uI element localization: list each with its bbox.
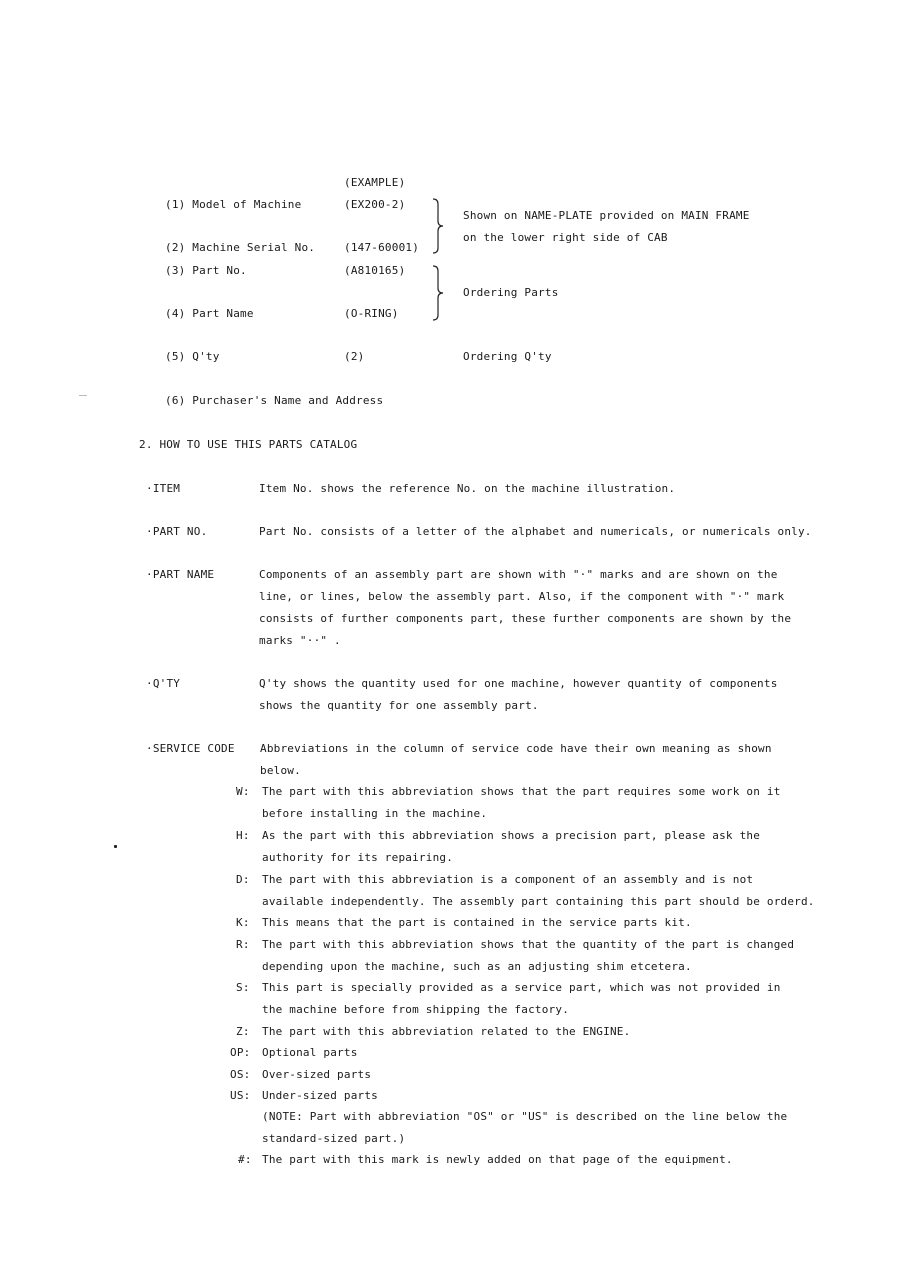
order-item-label: (3) Part No. — [165, 264, 247, 277]
term-description: Item No. shows the reference No. on the machine illustration. — [259, 482, 676, 495]
service-code-description: Optional parts — [262, 1046, 358, 1059]
service-code-description: The part with this abbreviation shows that the quantity of the part is changed — [262, 938, 795, 951]
service-code-description: This means that the part is contained in the service parts kit. — [262, 916, 692, 929]
scan-speck — [114, 845, 117, 848]
order-item-example: (2) — [344, 350, 365, 363]
order-item-label: (1) Model of Machine — [165, 198, 302, 211]
nameplate-note: on the lower right side of CAB — [463, 231, 668, 244]
service-code-description: The part with this abbreviation shows that the part requires some work on it — [262, 785, 781, 798]
service-code-description: Over-sized parts — [262, 1068, 372, 1081]
service-code-description: Under-sized parts — [262, 1089, 378, 1102]
service-code-description: standard-sized part.) — [262, 1132, 406, 1145]
order-item-example: (O-RING) — [344, 307, 399, 320]
term-description: Abbreviations in the column of service code have their own meaning as shown — [260, 742, 772, 755]
service-code-description: The part with this mark is newly added on that page of the equipment. — [262, 1153, 733, 1166]
term-description: Components of an assembly part are shown with "·" marks and are shown on the — [259, 568, 778, 581]
right-brace-icon — [432, 265, 446, 321]
service-code-description: (NOTE: Part with abbreviation "OS" or "US" is described on the line below the — [262, 1110, 788, 1123]
term-description: shows the quantity for one assembly part. — [259, 699, 539, 712]
service-code: K: — [236, 916, 250, 929]
term-description: consists of further components part, these further components are shown by the — [259, 612, 792, 625]
nameplate-note: Shown on NAME-PLATE provided on MAIN FRAME — [463, 209, 750, 222]
term-description: Q'ty shows the quantity used for one machine, however quantity of components — [259, 677, 778, 690]
service-code: OP: — [230, 1046, 251, 1059]
service-code-description: the machine before from shipping the factory. — [262, 1003, 570, 1016]
service-code: D: — [236, 873, 250, 886]
service-code: #: — [238, 1153, 252, 1166]
service-code: H: — [236, 829, 250, 842]
service-code-description: before installing in the machine. — [262, 807, 488, 820]
service-code-description: The part with this abbreviation related to the ENGINE. — [262, 1025, 631, 1038]
term-label: ·PART NO. — [146, 525, 208, 538]
ordering-parts-note: Ordering Parts — [463, 286, 559, 299]
term-label: ·ITEM — [146, 482, 181, 495]
order-item-example: (A810165) — [344, 264, 406, 277]
service-code: W: — [236, 785, 250, 798]
term-label: ·Q'TY — [146, 677, 181, 690]
order-item-label: (5) Q'ty — [165, 350, 220, 363]
scan-mark — [79, 395, 87, 396]
order-item-label: (2) Machine Serial No. — [165, 241, 316, 254]
service-code-description: available independently. The assembly part containing this part should be orderd. — [262, 895, 815, 908]
term-label: ·SERVICE CODE — [146, 742, 235, 755]
right-brace-icon — [432, 198, 446, 254]
term-description: Part No. consists of a letter of the alphabet and numericals, or numericals only. — [259, 525, 812, 538]
section-heading: 2. HOW TO USE THIS PARTS CATALOG — [139, 438, 358, 451]
example-header: (EXAMPLE) — [344, 176, 406, 189]
order-item-label: (6) Purchaser's Name and Address — [165, 394, 384, 407]
term-description: below. — [260, 764, 301, 777]
service-code-description: authority for its repairing. — [262, 851, 454, 864]
service-code-description: As the part with this abbreviation shows a precision part, please ask the — [262, 829, 761, 842]
term-description: line, or lines, below the assembly part. Also, if the component with "·" mark — [259, 590, 785, 603]
service-code: S: — [236, 981, 250, 994]
term-description: marks "··" . — [259, 634, 341, 647]
service-code-description: depending upon the machine, such as an adjusting shim etcetera. — [262, 960, 692, 973]
service-code-description: The part with this abbreviation is a component of an assembly and is not — [262, 873, 754, 886]
service-code-description: This part is specially provided as a service part, which was not provided in — [262, 981, 781, 994]
term-label: ·PART NAME — [146, 568, 215, 581]
ordering-qty-note: Ordering Q'ty — [463, 350, 552, 363]
service-code: R: — [236, 938, 250, 951]
service-code: Z: — [236, 1025, 250, 1038]
service-code: US: — [230, 1089, 251, 1102]
order-item-example: (EX200-2) — [344, 198, 406, 211]
order-item-label: (4) Part Name — [165, 307, 254, 320]
order-item-example: (147-60001) — [344, 241, 420, 254]
service-code: OS: — [230, 1068, 251, 1081]
